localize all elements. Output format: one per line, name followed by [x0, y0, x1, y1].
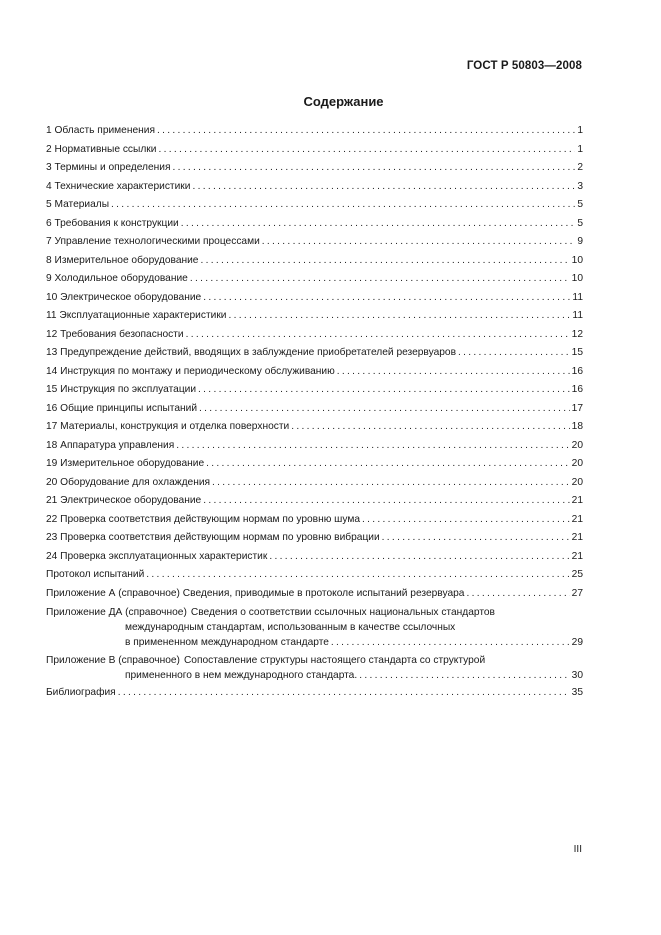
toc-entry-label: 10 Электрическое оборудование [46, 291, 202, 303]
dot-leader [331, 635, 570, 650]
appendix-prefix: Приложение А (справочное) [46, 587, 180, 599]
toc-entry[interactable] [46, 272, 583, 291]
page-ref: 17 [571, 402, 583, 414]
page-ref: 11 [572, 310, 583, 321]
dot-leader [203, 291, 570, 305]
dot-leader [158, 143, 575, 157]
page-ref: 35 [571, 687, 583, 698]
toc-entry-label: 21 Электрическое оборудование [46, 495, 202, 506]
page-ref: 10 [571, 273, 583, 284]
dot-leader [111, 198, 575, 212]
page-ref: 29 [571, 637, 583, 648]
toc-entry[interactable] [46, 420, 583, 439]
toc-entry[interactable] [46, 198, 583, 217]
dot-leader [172, 161, 575, 175]
toc-entry[interactable] [46, 494, 583, 513]
appendix-prefix: Приложение ДА (справочное) [46, 607, 187, 618]
page-ref: 10 [571, 254, 583, 266]
page-number: III [573, 844, 582, 855]
page-ref: 11 [572, 291, 583, 303]
toc-entry-label: 1 Область применения [46, 125, 155, 136]
dot-leader [198, 383, 570, 397]
page-ref: 30 [571, 670, 583, 681]
toc-entry-appendix-b[interactable] [46, 653, 583, 686]
page-ref: 3 [577, 180, 583, 192]
toc-entry[interactable] [46, 383, 583, 402]
page-ref: 21 [571, 532, 583, 543]
toc-entry[interactable] [46, 161, 583, 180]
table-of-contents [46, 124, 583, 705]
appendix-prefix: Приложение В (справочное) [46, 655, 180, 666]
page-ref: 16 [571, 384, 583, 395]
appendix-title-line-1: Сведения о соответствии ссылочных национальных стандартов [190, 607, 495, 618]
dot-leader [206, 457, 570, 471]
toc-entry-label: 24 Проверка эксплуатационных характеристик [46, 550, 268, 562]
toc-entry[interactable] [46, 291, 583, 310]
appendix-title-line-2: международным стандартам, использованным в качестве ссылочных [125, 622, 456, 633]
page-ref: 21 [571, 550, 583, 562]
dot-leader [337, 365, 570, 379]
toc-entry[interactable] [46, 531, 583, 550]
dot-leader [362, 513, 570, 527]
toc-entry-label: 5 Материалы [46, 199, 110, 210]
toc-entry[interactable] [46, 550, 583, 569]
dot-leader [291, 420, 569, 434]
toc-entry-label: 16 Общие принципы испытаний [46, 402, 198, 414]
page-ref: 16 [571, 365, 583, 377]
dot-leader [203, 494, 569, 508]
toc-entry[interactable] [46, 513, 583, 532]
dot-leader [157, 124, 575, 138]
page-ref: 5 [577, 199, 583, 210]
appendix-title-line-3: в примененном международном стандарте [125, 637, 329, 648]
document-id: ГОСТ Р 50803—2008 [466, 60, 582, 72]
page-ref: 12 [571, 328, 583, 340]
dot-leader [176, 439, 569, 453]
toc-entry-appendix-a[interactable] [46, 587, 583, 606]
page-title: Содержание [303, 94, 384, 109]
dot-leader [359, 668, 569, 683]
toc-entry[interactable] [46, 328, 583, 347]
page-ref: 20 [571, 476, 583, 488]
dot-leader [118, 686, 570, 700]
page-ref: 21 [571, 495, 583, 506]
toc-entry[interactable] [46, 124, 583, 143]
dot-leader [262, 235, 576, 249]
dot-leader [192, 180, 575, 194]
toc-entry-label: 6 Требования к конструкции [46, 217, 179, 229]
appendix-title-line-1: Сопоставление структуры настоящего стандарта со структурой [183, 655, 486, 666]
appendix-title: Сведения, приводимые в протоколе испытаний резервуара [182, 587, 465, 599]
toc-entry[interactable] [46, 568, 583, 587]
page-ref: 27 [571, 587, 583, 599]
toc-entry-label: 4 Технические характеристики [46, 180, 191, 192]
dot-leader [382, 531, 570, 545]
toc-entry-label: 20 Оборудование для охлаждения [46, 476, 211, 488]
dot-leader [228, 309, 570, 323]
toc-entry-appendix-da[interactable] [46, 605, 583, 653]
page-ref: 21 [571, 513, 583, 525]
toc-entry-label: 12 Требования безопасности [46, 328, 184, 340]
page-ref: 20 [571, 439, 583, 451]
toc-entry-label: Библиография [46, 687, 116, 698]
toc-entry[interactable] [46, 180, 583, 199]
toc-entry-label: 18 Аппаратура управления [46, 439, 175, 451]
page-ref: 2 [577, 162, 583, 173]
toc-entry[interactable] [46, 217, 583, 236]
toc-entry-label: 17 Материалы, конструкция и отделка поверхности [46, 421, 290, 432]
dot-leader [269, 550, 569, 564]
dot-leader [466, 587, 569, 601]
page-ref: 5 [577, 217, 583, 229]
toc-entry-label: 13 Предупреждение действий, вводящих в заблуждение приобретателей резервуаров [46, 347, 457, 358]
toc-entry[interactable] [46, 309, 583, 328]
toc-entry[interactable] [46, 457, 583, 476]
toc-entry-label: 3 Термины и определения [46, 162, 171, 173]
toc-entry-label: 19 Измерительное оборудование [46, 458, 205, 469]
toc-entry[interactable] [46, 365, 583, 384]
dot-leader [200, 254, 569, 268]
toc-entry-label: Протокол испытаний [46, 569, 145, 580]
page-ref: 25 [571, 569, 583, 580]
toc-entry[interactable] [46, 402, 583, 421]
toc-entry[interactable] [46, 143, 583, 162]
page-ref: 15 [571, 347, 583, 358]
toc-entry-label: 9 Холодильное оборудование [46, 273, 188, 284]
toc-entry[interactable] [46, 476, 583, 495]
dot-leader [190, 272, 570, 286]
toc-entry-label: 8 Измерительное оборудование [46, 254, 199, 266]
toc-entry-label: 14 Инструкция по монтажу и периодическому обслуживанию [46, 365, 335, 377]
appendix-title-line-2: примененного в нем международного стандарта. [125, 670, 358, 681]
toc-entry[interactable] [46, 254, 583, 273]
toc-entry[interactable] [46, 439, 583, 458]
dot-leader [458, 346, 570, 360]
toc-entry-label: 22 Проверка соответствия действующим нормам по уровню шума [46, 513, 360, 525]
dot-leader [146, 568, 569, 582]
toc-entry-label: 15 Инструкция по эксплуатации [46, 384, 197, 395]
toc-entry[interactable] [46, 346, 583, 365]
toc-entry-label: 11 Эксплуатационные характеристики [46, 310, 227, 321]
dot-leader [212, 476, 570, 490]
page-ref: 1 [577, 125, 583, 136]
page-ref: 9 [577, 236, 583, 247]
toc-entry[interactable] [46, 235, 583, 254]
toc-entry-label: 7 Управление технологическими процессами [46, 236, 260, 247]
page-ref: 20 [571, 458, 583, 469]
page-ref: 18 [571, 421, 583, 432]
toc-entry-label: 2 Нормативные ссылки [46, 143, 157, 155]
dot-leader [181, 217, 576, 231]
toc-entry-bibliography[interactable] [46, 686, 583, 705]
toc-entry-label: 23 Проверка соответствия действующим нормам по уровню вибрации [46, 532, 380, 543]
dot-leader [186, 328, 570, 342]
page-ref: 1 [577, 143, 583, 155]
dot-leader [199, 402, 570, 416]
